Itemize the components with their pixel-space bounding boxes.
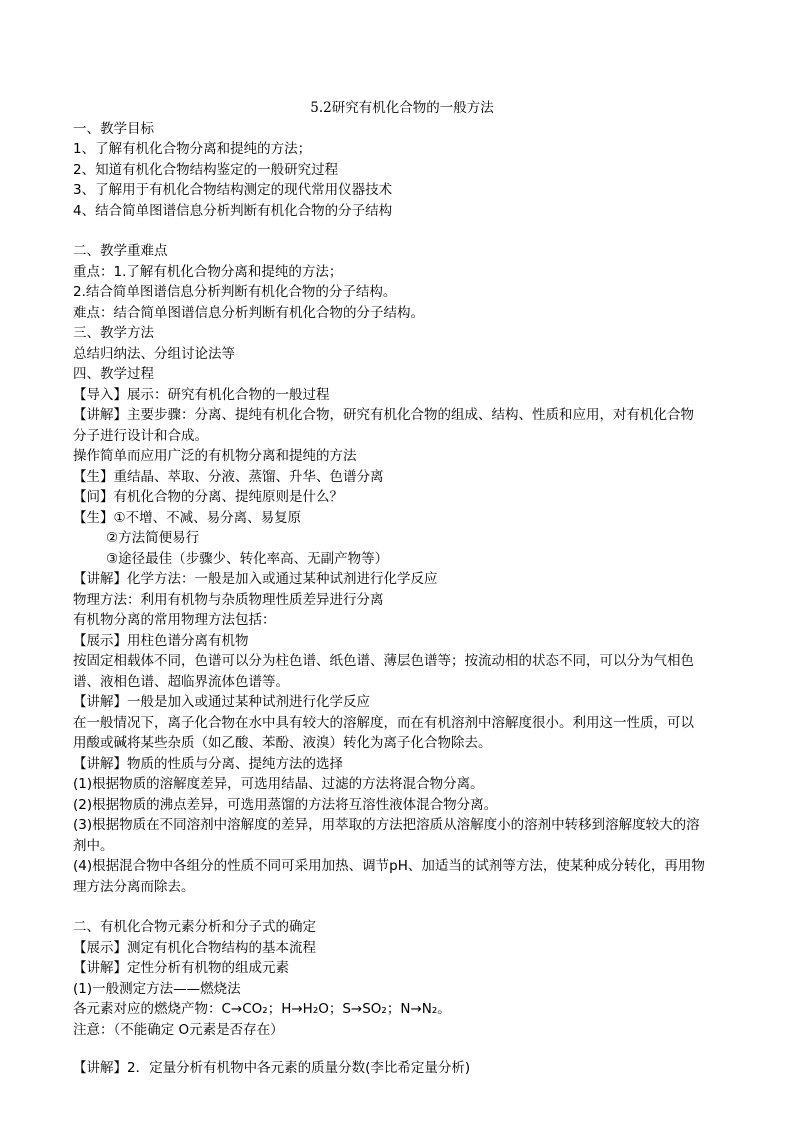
text-line: 【讲解】定性分析有机物的组成元素 (73, 960, 289, 976)
text-line: (4)根据混合物中各组分的性质不同可采用加热、调节pH、加适当的试剂等方法，使某种成分转化，再用物 (73, 858, 705, 874)
text-line: 【讲解】一般是加入或通过某种试剂进行化学反应 (73, 694, 370, 710)
text-line: 各元素对应的燃烧产物：C→CO₂；H→H₂O；S→SO₂；N→N₂。 (73, 1001, 451, 1017)
text-line: 难点：结合简单图谱信息分析判断有机化合物的分子结构。 (73, 304, 424, 321)
text-line: 注意：（不能确定 O元素是否存在） (73, 1021, 284, 1038)
text-line: 【展示】测定有机化合物结构的基本流程 (73, 939, 316, 956)
text-line: 【讲解】物质的性质与分离、提纯方法的选择 (73, 755, 343, 772)
page-title: 5.2研究有机化合物的一般方法 (310, 100, 494, 116)
text-line: 【讲解】2．定量分析有机物中各元素的质量分数(李比希定量分析) (73, 1060, 471, 1076)
text-line: 3、了解用于有机化合物结构测定的现代常用仪器技术 (73, 182, 393, 198)
text-line: 操作简单而应用广泛的有机物分离和提纯的方法 (73, 448, 357, 464)
text-line: 剂中。 (73, 837, 114, 854)
blank-line (73, 221, 723, 241)
text-line: 总结归纳法、分组讨论法等 (73, 345, 235, 362)
text-line: 【生】①不增、不减、易分离、易复原 (73, 509, 302, 526)
text-line: (1)根据物质的溶解度差异，可选用结晶、过滤的方法将混合物分离。 (73, 776, 484, 792)
section-heading: 四、教学过程 (73, 366, 154, 382)
section-heading: 三、教学方法 (73, 325, 154, 341)
blank-line (73, 1040, 723, 1058)
blank-line (73, 897, 723, 917)
text-line: 按固定相载体不同，色谱可以分为柱色谱、纸色谱、薄层色谱等；按流动相的状态不同，可以分为气相色 (73, 653, 694, 669)
text-line: 2.结合简单图谱信息分析判断有机化合物的分子结构。 (73, 284, 397, 300)
section-heading: 一、教学目标 (73, 120, 154, 137)
text-line: 4、结合简单图谱信息分析判断有机化合物的分子结构 (73, 202, 393, 219)
document-body (73, 98, 723, 1079)
text-line: 重点：1.了解有机化合物分离和提纯的方法； (73, 263, 343, 280)
text-line: 1、了解有机化合物分离和提纯的方法； (73, 141, 312, 157)
text-line: 理方法分离而除去。 (73, 878, 195, 895)
text-line: 【生】重结晶、萃取、分液、蒸馏、升华、色谱分离 (73, 468, 384, 485)
text-line: 2、知道有机化合物结构鉴定的一般研究过程 (73, 161, 339, 178)
text-line: (3)根据物质在不同溶剂中溶解度的差异，用萃取的方法把溶质从溶解度小的溶剂中转移到溶解度较大的溶 (73, 817, 700, 833)
text-line: 在一般情况下，离子化合物在水中具有较大的溶解度，而在有机溶剂中溶解度很小。利用这一性质，可以 (73, 714, 694, 731)
text-line: 【导入】展示：研究有机化合物的一般过程 (73, 386, 330, 403)
section-heading: 二、有机化合物元素分析和分子式的确定 (73, 919, 316, 935)
text-line: 【展示】用柱色谱分离有机物 (73, 632, 249, 649)
text-line: 【问】有机化合物的分离、提纯原则是什么？ (73, 489, 343, 505)
text-line: 物理方法：利用有机物与杂质物理性质差异进行分离 (73, 591, 384, 608)
text-line: ③途径最佳（步骤少、转化率高、无副产物等） (106, 550, 389, 567)
text-line: 分子进行设计和合成。 (73, 427, 208, 444)
text-line: (1)一般测定方法——燃烧法 (73, 980, 241, 997)
text-line: 【讲解】主要步骤：分离、提纯有机化合物，研究有机化合物的组成、结构、性质和应用，对有机化合物 (73, 407, 694, 423)
section-heading: 二、教学重难点 (73, 243, 168, 259)
text-line: 谱、液相色谱、超临界流体色谱等。 (73, 673, 289, 690)
text-line: (2)根据物质的沸点差异，可选用蒸馏的方法将互溶性液体混合物分离。 (73, 796, 498, 813)
text-line: 【讲解】化学方法：一般是加入或通过某种试剂进行化学反应 (73, 571, 438, 587)
text-line: 有机物分离的常用物理方法包括： (73, 612, 276, 628)
text-line: ②方法简便易行 (106, 530, 200, 546)
text-line: 用酸或碱将某些杂质（如乙酸、苯酚、液溴）转化为离子化合物除去。 (73, 735, 492, 751)
